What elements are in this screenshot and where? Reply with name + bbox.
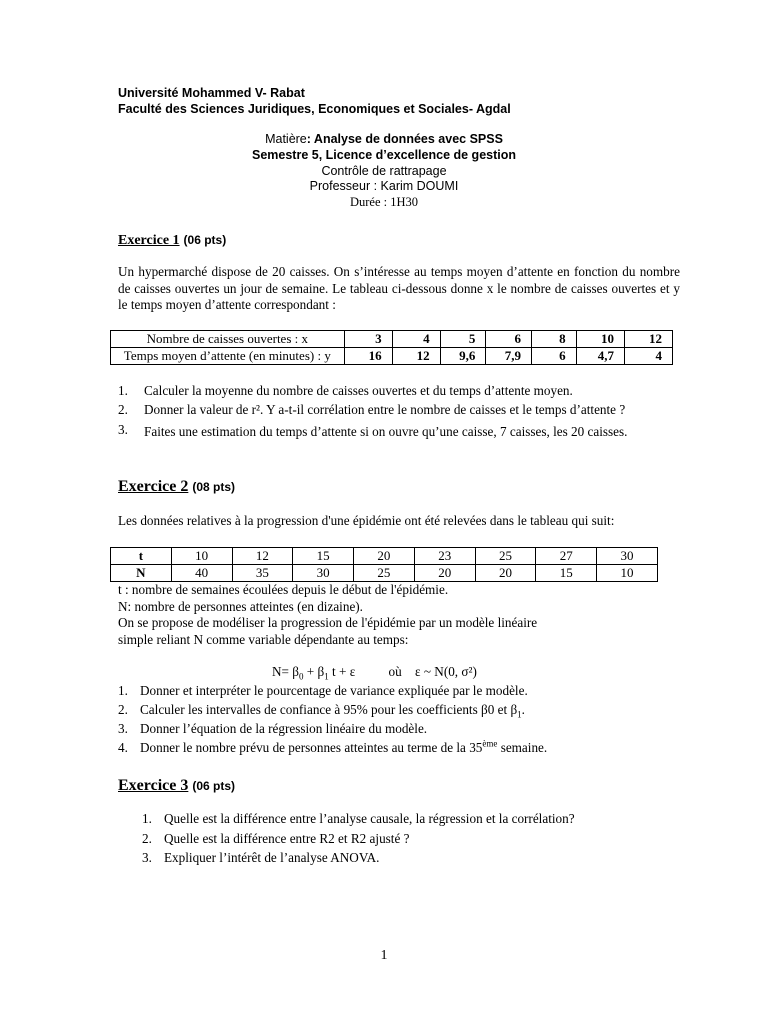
table-cell: 30 (293, 565, 354, 582)
table-row (111, 331, 673, 348)
list-number: 1. (142, 811, 152, 826)
equation-distribution: ε ~ N(0, σ²) (415, 664, 477, 679)
semester-line: Semestre 5, Licence d’excellence de gestion (251, 148, 516, 162)
equation-rhs: t + ε (328, 664, 356, 679)
list-item (118, 721, 680, 738)
list-item (118, 702, 680, 719)
ex2-equation (272, 664, 477, 681)
equation-lhs: N= β (272, 664, 299, 679)
table-cell-label: Nombre de caisses ouvertes : x (111, 331, 345, 348)
subject-label: Matière (265, 132, 307, 146)
list-text-sub: 1 (517, 709, 522, 720)
list-text: Calculer la moyenne du nombre de caisses ouvertes et du temps d’attente moyen. (144, 383, 573, 398)
table-row (111, 548, 658, 565)
list-text: Donner l’équation de la régression linéaire du modèle. (140, 721, 428, 736)
table-cell: 10 (576, 331, 624, 348)
table-cell: 10 (597, 565, 658, 582)
list-text-part: Calculer les intervalles de confiance à 95% pour les coefficients β0 et β (140, 702, 518, 717)
table-cell-label: t (111, 548, 172, 565)
table-row (111, 565, 658, 582)
list-text: Donner la valeur de r². Y a-t-il corrélation entre le nombre de caisses et le temps d’attente ? (144, 402, 626, 417)
list-text (140, 702, 680, 719)
equation-sub0: 0 (298, 671, 304, 682)
subject-line (0, 132, 768, 146)
list-item (118, 422, 680, 442)
list-item (118, 683, 680, 700)
list-item (118, 383, 680, 400)
table-cell: 12 (232, 548, 293, 565)
professor-line: Professeur : Karim DOUMI (309, 179, 459, 193)
table-cell-label: N (111, 565, 172, 582)
table-cell: 25 (475, 548, 536, 565)
ex1-data-table (110, 330, 673, 365)
ex2-intro: Les données relatives à la progression d'une épidémie ont été relevées dans le tableau qui suit: (118, 513, 615, 528)
table-cell: 27 (536, 548, 597, 565)
list-item (142, 811, 682, 828)
equation-sub1: 1 (324, 671, 329, 682)
table-cell: 12 (392, 348, 440, 365)
list-text: Faites une estimation du temps d’attente si on ouvre qu’une caisse, 7 caisses, les 20 caisses. (144, 424, 628, 439)
subject-value: : Analyse de données avec SPSS (306, 132, 503, 146)
list-text: Quelle est la différence entre R2 et R2 ajusté ? (164, 831, 410, 846)
list-item (142, 850, 682, 867)
list-text: Donner et interpréter le pourcentage de variance expliquée par le modèle. (140, 683, 528, 698)
page-number: 1 (380, 948, 388, 963)
table-cell: 6 (532, 348, 577, 365)
list-number: 1. (118, 683, 128, 698)
table-cell: 20 (475, 565, 536, 582)
faculty-name: Faculté des Sciences Juridiques, Economiques et Sociales- Agdal (118, 102, 511, 116)
table-cell: 30 (597, 548, 658, 565)
table-cell: 7,9 (486, 348, 532, 365)
duration-line: Durée : 1H30 (349, 195, 419, 209)
table-cell: 9,6 (440, 348, 486, 365)
list-number: 2. (142, 831, 152, 846)
ex2-def-t: t : nombre de semaines écoulées depuis le début de l'épidémie. (118, 582, 449, 597)
ex2-data-table (110, 547, 658, 582)
table-cell: 4,7 (576, 348, 624, 365)
list-number: 4. (118, 740, 128, 755)
ex3-title: Exercice 3 (118, 777, 189, 794)
table-cell: 12 (624, 331, 672, 348)
ex2-points: (08 pts) (192, 480, 236, 494)
exam-type: Contrôle de rattrapage (321, 164, 447, 178)
table-cell: 25 (354, 565, 415, 582)
ex2-def-n: N: nombre de personnes atteintes (en dizaine). (118, 599, 363, 614)
table-row (111, 348, 673, 365)
list-number: 1. (118, 383, 128, 398)
table-cell: 20 (354, 548, 415, 565)
list-text: Expliquer l’intérêt de l’analyse ANOVA. (164, 850, 380, 865)
equation-mid: + β (303, 664, 325, 679)
ex1-paragraph: Un hypermarché dispose de 20 caisses. On s’intéresse au temps moyen d’attente en fonction du nombre de caisses ouvertes un jour de semaine. Le tableau ci-dessous donne x le nombre de caisses ouvertes et y le temps moyen d’attente correspondant : (118, 264, 680, 312)
table-cell: 15 (293, 548, 354, 565)
list-text: Quelle est la différence entre l’analyse causale, la régression et la corrélation? (164, 811, 575, 826)
ex2-title: Exercice 2 (118, 478, 189, 495)
list-text-part: Donner le nombre prévu de personnes atteintes au terme de la 35 (140, 740, 483, 755)
table-cell: 16 (344, 348, 392, 365)
table-cell: 23 (414, 548, 475, 565)
list-item (142, 831, 682, 848)
table-cell: 10 (171, 548, 232, 565)
table-cell: 5 (440, 331, 486, 348)
table-cell: 8 (532, 331, 577, 348)
university-name: Université Mohammed V- Rabat (118, 86, 305, 100)
ex2-heading (118, 478, 235, 496)
list-text (140, 740, 680, 757)
equation-where: où (388, 664, 402, 679)
list-text-part: semaine. (497, 740, 548, 755)
table-cell: 35 (232, 565, 293, 582)
ex2-model-line1: On se propose de modéliser la progression de l'épidémie par un modèle linéaire (118, 615, 538, 630)
table-cell-label: Temps moyen d’attente (en minutes) : y (111, 348, 345, 365)
list-number: 3. (142, 850, 152, 865)
table-cell: 20 (414, 565, 475, 582)
list-item (118, 740, 680, 757)
list-number: 2. (118, 702, 128, 717)
ex1-heading (118, 231, 226, 249)
table-cell: 40 (171, 565, 232, 582)
ex1-points: (06 pts) (183, 233, 227, 247)
list-text-sup: ème (482, 738, 498, 749)
list-item (118, 402, 680, 419)
ex2-model-line2: simple reliant N comme variable dépendante au temps: (118, 632, 409, 647)
ex3-heading (118, 777, 235, 795)
ex1-title: Exercice 1 (118, 233, 180, 248)
list-number: 2. (118, 402, 128, 417)
table-cell: 3 (344, 331, 392, 348)
table-cell: 15 (536, 565, 597, 582)
list-number: 3. (118, 721, 128, 736)
table-cell: 6 (486, 331, 532, 348)
list-number: 3. (118, 422, 128, 437)
list-text-part: . (521, 702, 525, 717)
table-cell: 4 (392, 331, 440, 348)
ex3-points: (06 pts) (192, 779, 236, 793)
table-cell: 4 (624, 348, 672, 365)
